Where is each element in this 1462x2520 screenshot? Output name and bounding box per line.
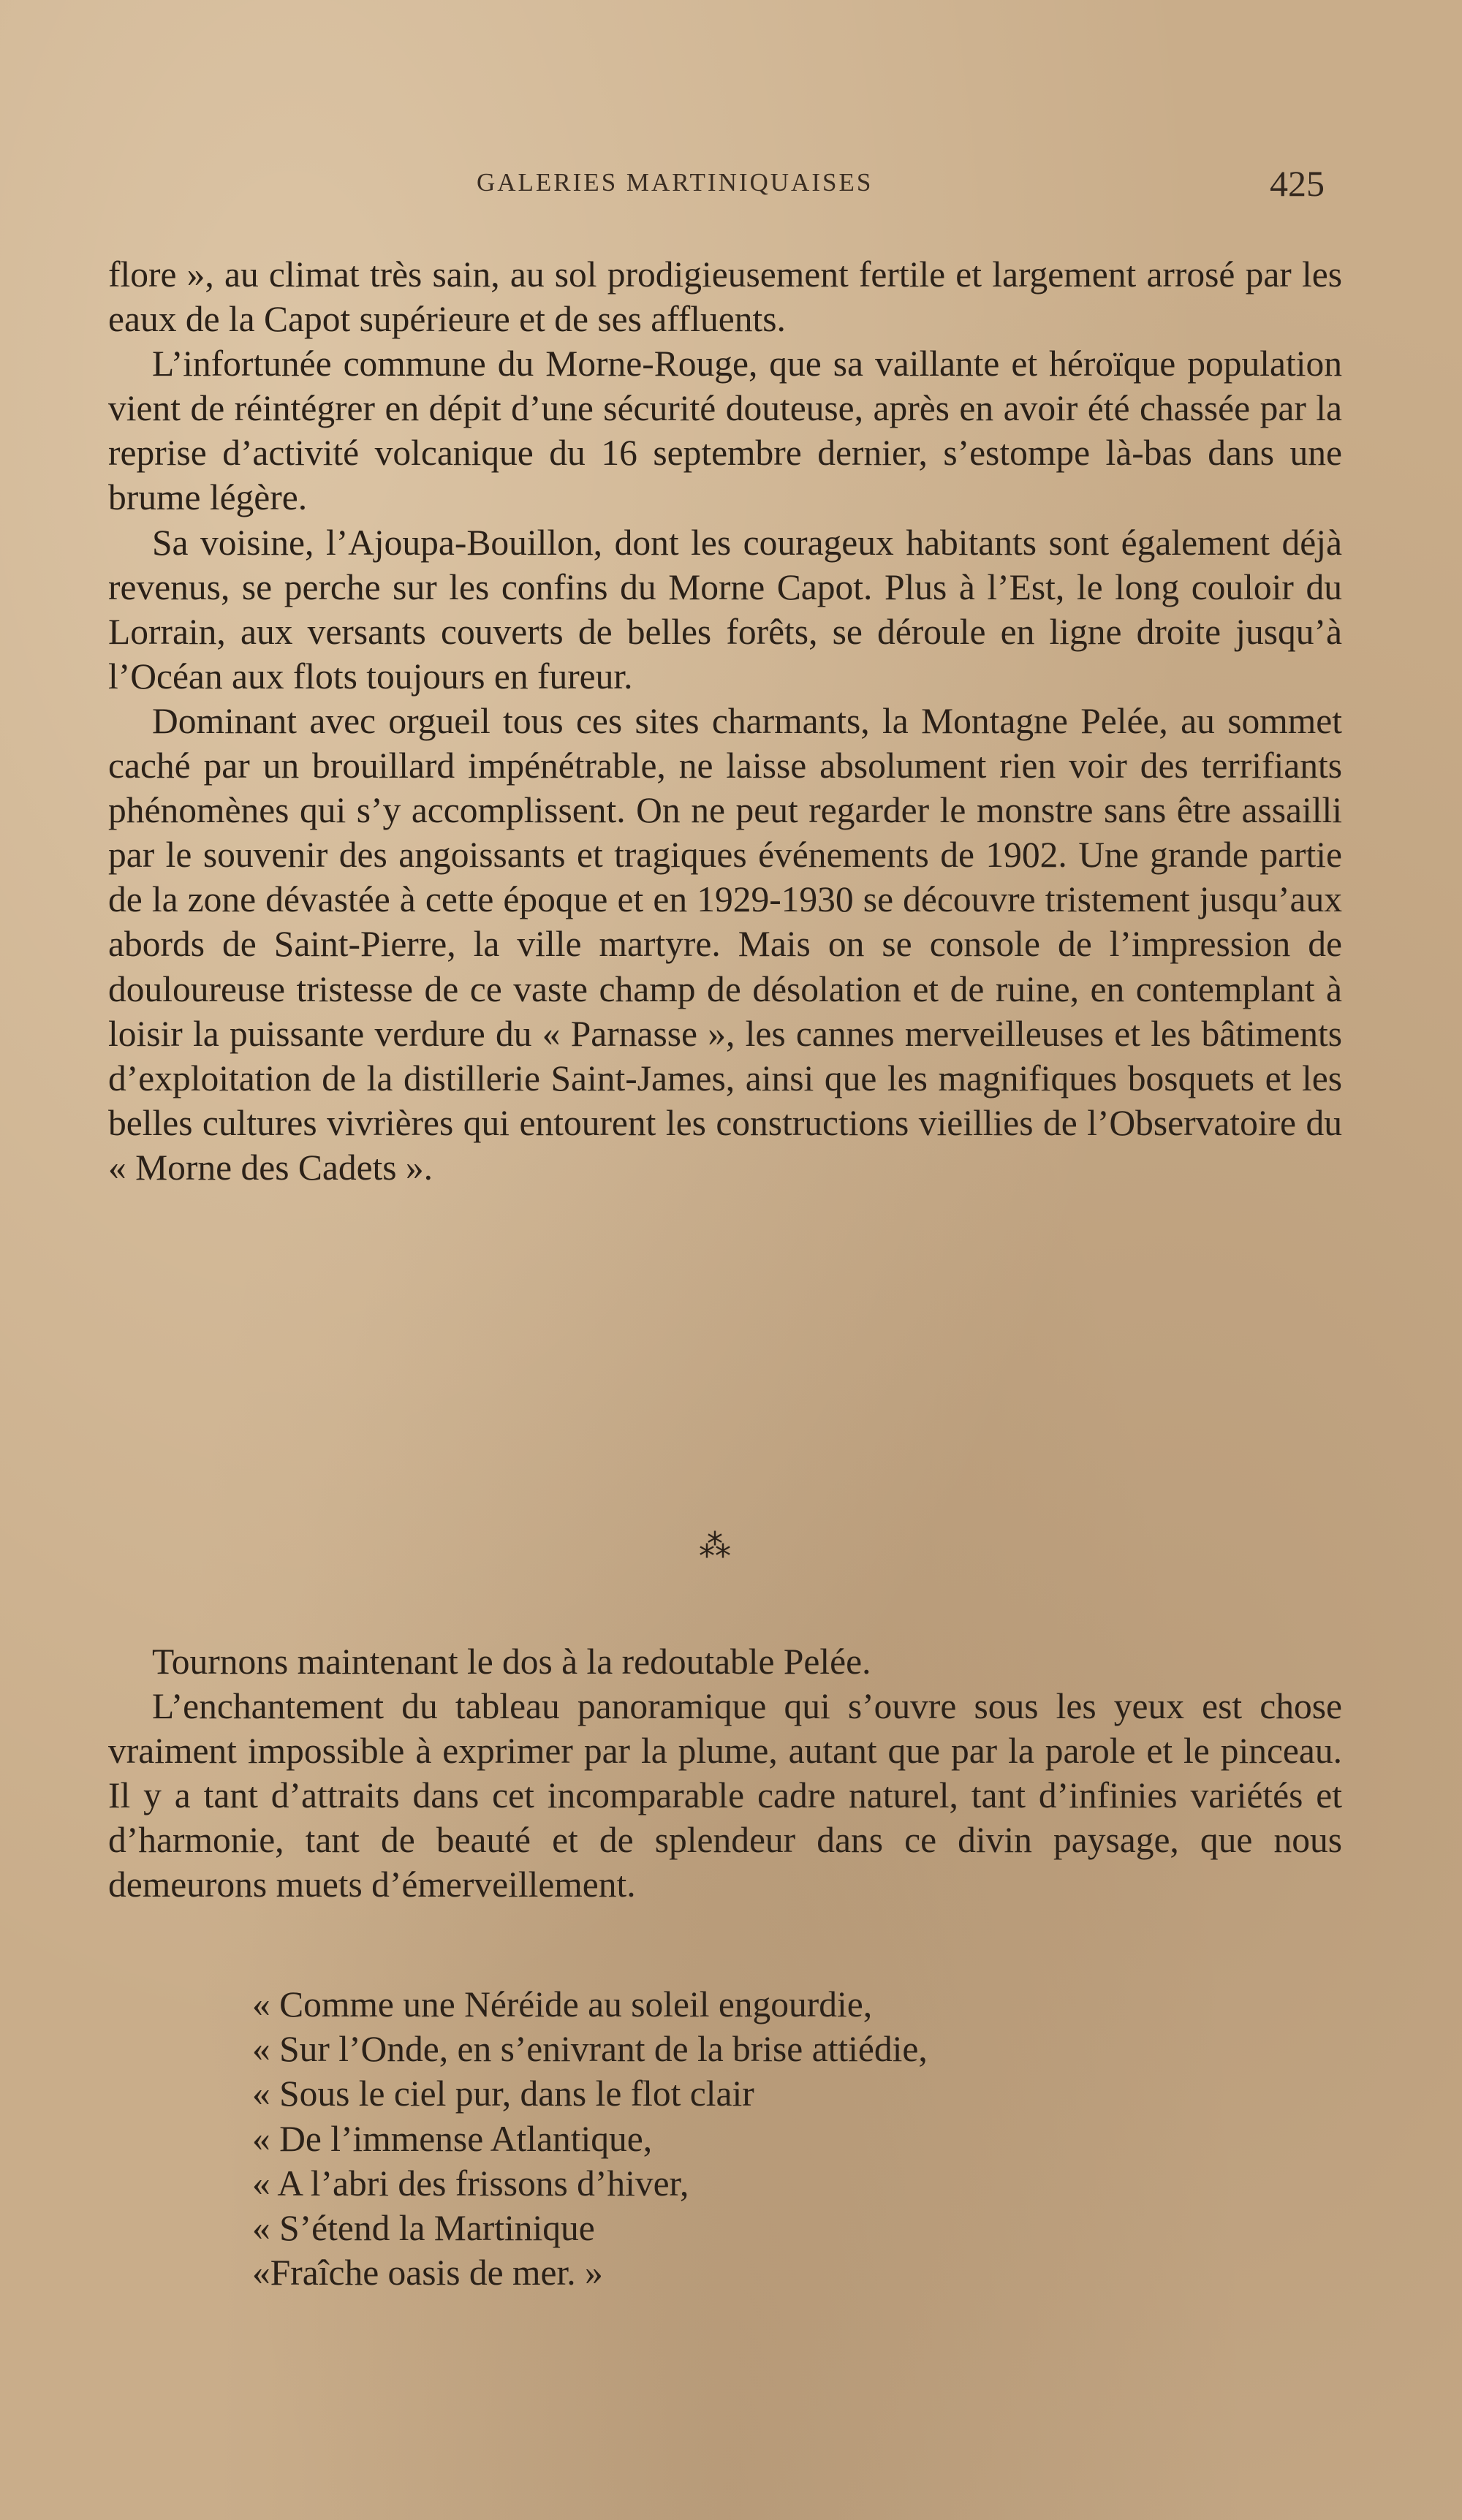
paragraph: L’enchantement du tableau panoramique qui s’ouvre sous les yeux est chose vraiment impossible à exprimer par la plume, autant que par la parole et le pinceau. Il y a tant d’attraits dans cet incomparable cadre naturel, tant d’infinies variétés et d’harmonie, tant de beauté et de splendeur dans ce divin paysage, que nous demeurons muets d’émerveillement.	[108, 1686, 1342, 1905]
page-number: 425	[1270, 163, 1325, 204]
poem-quotation	[252, 1982, 928, 2295]
paragraph: Dominant avec orgueil tous ces sites charmants, la Montagne Pelée, au sommet caché par un brouillard impénétrable, ne laisse absolument rien voir des terrifiants phénomènes qui s’y accomplissent. On ne peut regarder le monstre sans être assailli par le souvenir des angoissants et tragiques événements de 1902. Une grande partie de la zone dévastée à cette époque et en 1929-1930 se découvre tristement jusqu’aux abords de Saint-Pierre, la ville martyre. Mais on se console de l’impression de douloureuse tristesse de ce vaste champ de désolation et de ruine, en contemplant à loisir la puissante verdure du « Parnasse », les cannes merveilleuses et les bâtiments d’exploitation de la distillerie Saint-James, ainsi que les magnifiques bosquets et les belles cultures vivrières qui entourent les constructions vieillies de l’Observatoire du « Morne des Cadets ».	[108, 700, 1342, 1188]
poem-line: « Comme une Néréide au soleil engourdie,	[252, 1984, 873, 2024]
poem-line: « De l’immense Atlantique,	[252, 2118, 653, 2159]
body-text-part1	[108, 252, 1342, 1190]
poem-line: « Sur l’Onde, en s’enivrant de la brise attiédie,	[252, 2029, 928, 2070]
paragraph: L’infortunée commune du Morne-Rouge, que sa vaillante et héroïque population vient de réintégrer en dépit d’une sécurité douteuse, après en avoir été chassée par la reprise d’activité volcanique du 16 septembre dernier, s’estompe là-bas dans une brume légère.	[108, 344, 1342, 518]
page-header	[0, 162, 1462, 206]
body-text-part2	[108, 1639, 1342, 1908]
poem-line: « Sous le ciel pur, dans le flot clair	[252, 2073, 754, 2114]
paragraph: Tournons maintenant le dos à la redoutable Pelée.	[152, 1642, 871, 1682]
paragraph: Sa voisine, l’Ajoupa-Bouillon, dont les courageux habitants sont également déjà revenus, se perche sur les confins du Morne Capot. Plus à l’Est, le long couloir du Lorrain, aux versants couverts de belles forêts, se déroule en ligne droite jusqu’à l’Océan aux flots toujours en fureur.	[108, 522, 1342, 697]
poem-line: « A l’abri des frissons d’hiver,	[252, 2163, 689, 2204]
running-title: GALERIES MARTINIQUAISES	[477, 168, 874, 197]
poem-line: « S’étend la Martinique	[252, 2208, 595, 2249]
poem-line: «Fraîche oasis de mer. »	[252, 2253, 603, 2293]
section-break-asterism: ⁂	[699, 1527, 731, 1565]
paragraph: flore », au climat très sain, au sol prodigieusement fertile et largement arrosé par les eaux de la Capot supérieure et de ses affluents.	[108, 254, 1342, 340]
